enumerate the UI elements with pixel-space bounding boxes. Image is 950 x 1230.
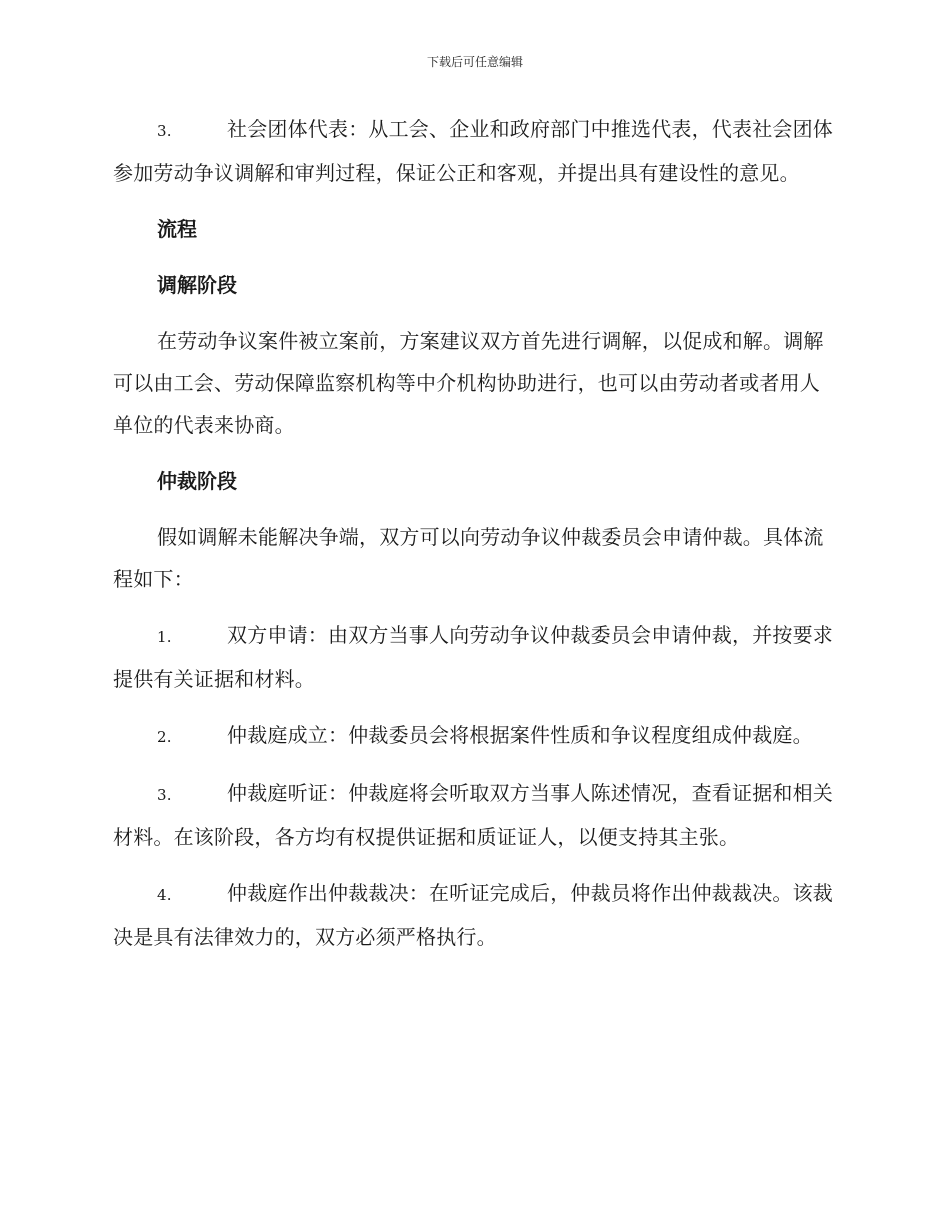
list-number: 3. bbox=[157, 786, 172, 804]
list-number: 4. bbox=[157, 886, 172, 904]
list-item-2-tribunal-formed bbox=[113, 714, 837, 758]
section-heading-mediation: 调解阶段 bbox=[157, 273, 237, 297]
list-text: 双方申请：由双方当事人向劳动争议仲裁委员会申请仲裁，并按要求提供有关证据和材料。 bbox=[113, 623, 833, 691]
list-text: 仲裁庭听证：仲裁庭将会听取双方当事人陈述情况，查看证据和相关材料。在该阶段，各方均有权提供证据和质证证人，以便支持其主张。 bbox=[113, 781, 833, 849]
list-item-3-social-groups bbox=[113, 108, 837, 194]
section-heading-process: 流程 bbox=[157, 217, 197, 241]
list-number: 2. bbox=[157, 728, 172, 746]
list-number: 1. bbox=[157, 628, 172, 646]
arbitration-intro-paragraph: 假如调解未能解决争端，双方可以向劳动争议仲裁委员会申请仲裁。具体流程如下： bbox=[113, 525, 824, 591]
list-text: 仲裁庭作出仲裁裁决：在听证完成后，仲裁员将作出仲裁裁决。该裁决是具有法律效力的，双方必须严格执行。 bbox=[113, 881, 833, 949]
section-heading-arbitration: 仲裁阶段 bbox=[157, 469, 237, 493]
page-header: 下载后可任意编辑 bbox=[426, 55, 523, 69]
list-item-1-application bbox=[113, 614, 837, 700]
list-text: 社会团体代表：从工会、企业和政府部门中推选代表，代表社会团体参加劳动争议调解和审判过程，保证公正和客观，并提出具有建设性的意见。 bbox=[113, 117, 833, 185]
list-item-4-award bbox=[113, 872, 837, 958]
mediation-paragraph: 在劳动争议案件被立案前，方案建议双方首先进行调解，以促成和解。调解可以由工会、劳动保障监察机构等中介机构协助进行，也可以由劳动者或者用人单位的代表来协商。 bbox=[113, 329, 824, 437]
list-text: 仲裁庭成立：仲裁委员会将根据案件性质和争议程度组成仲裁庭。 bbox=[227, 723, 813, 747]
list-item-3-hearing bbox=[113, 772, 837, 858]
list-number: 3. bbox=[157, 122, 172, 140]
document-body bbox=[113, 108, 837, 972]
